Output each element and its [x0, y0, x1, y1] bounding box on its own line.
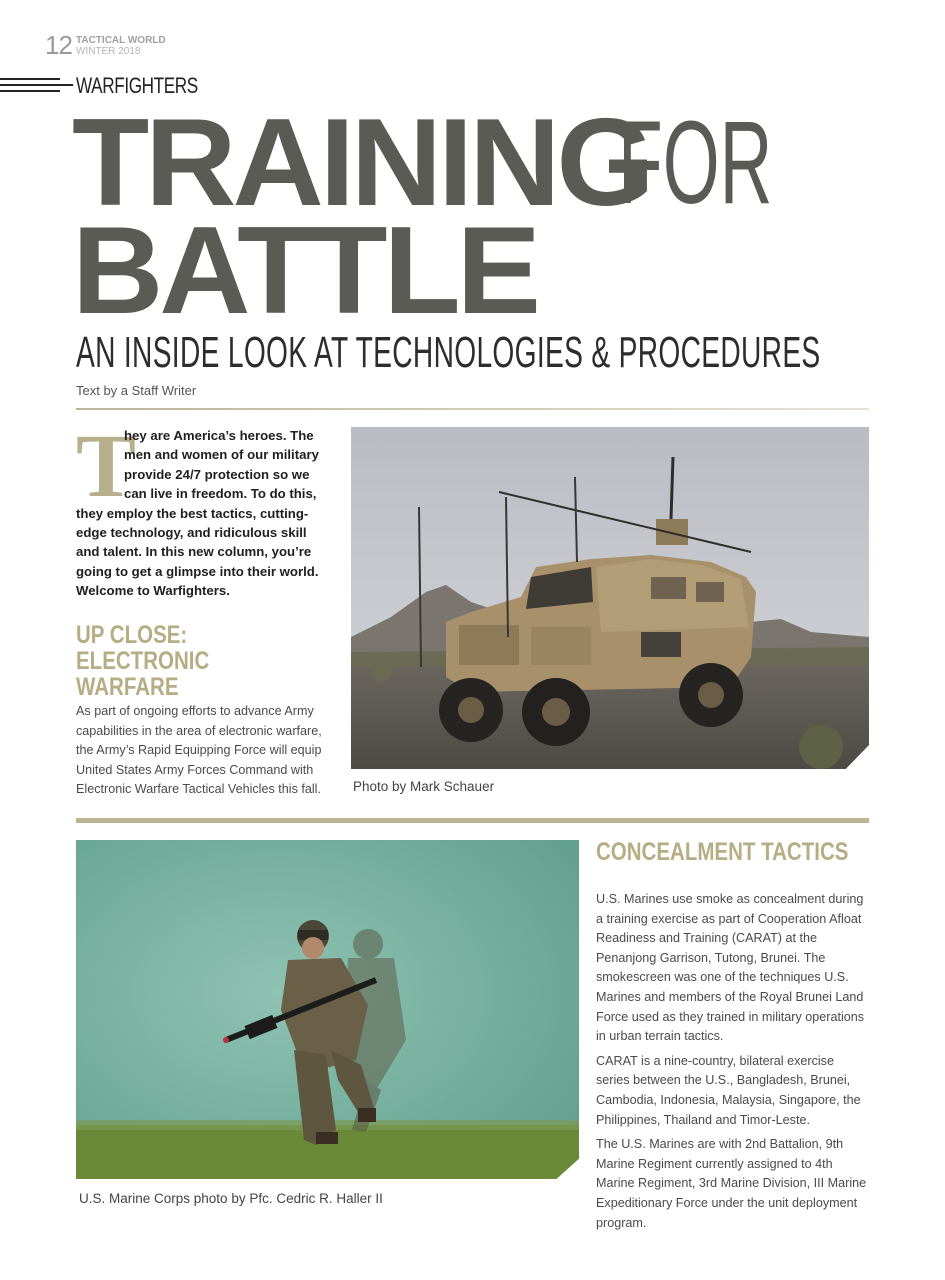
vehicle-photo-caption: Photo by Mark Schauer — [353, 779, 495, 794]
issue-date: WINTER 2018 — [76, 46, 141, 57]
byline: Text by a Staff Writer — [76, 383, 197, 398]
concealment-paragraph: CARAT is a nine-country, bilateral exercise series between the U.S., Bangladesh, Brunei, Cambodia, Indonesia, Malaysia, Singapore, the Philippines, Thailand and Timor-Leste. — [596, 1053, 861, 1127]
divider — [76, 408, 869, 410]
magazine-name: TACTICAL WORLD — [76, 35, 166, 46]
concealment-body — [596, 890, 869, 1238]
marines-photo-caption: U.S. Marine Corps photo by Pfc. Cedric R. Haller II — [79, 1191, 383, 1206]
concealment-paragraph: U.S. Marines use smoke as concealment during a training exercise as part of Cooperation Afloat Readiness and Training (CARAT) at the Penanjong Garrison, Tutong, Brunei. The smokescreen was one of the techniques U.S. Marines and members of the Royal Brunei Land Force used as they trained in military operations in urban terrain tactics. — [596, 892, 865, 1044]
vehicle-photo — [351, 427, 869, 769]
vehicle-illustration — [351, 427, 869, 769]
ew-body: As part of ongoing efforts to advance Army capabilities in the area of electronic warfare, the Army’s Rapid Equipping Force will equip United States Army Forces Command with Electronic Warfare Tactical Vehicles this fall. — [76, 704, 322, 797]
concealment-paragraph: The U.S. Marines are with 2nd Battalion, 9th Marine Regiment currently assigned to 4th Marine Regiment, 3rd Marine Division, III Marine Expeditionary Force under the unit deployment program. — [596, 1137, 867, 1230]
marines-photo — [76, 840, 579, 1179]
headline-battle: BATTLE — [72, 202, 537, 340]
headline-for: FOR — [618, 97, 773, 229]
concealment-heading: CONCEALMENT TACTICS — [596, 838, 849, 866]
ew-heading-text: UP CLOSE: ELECTRONIC WARFARE — [76, 621, 210, 701]
section-marker-lines — [0, 78, 73, 94]
section-divider — [76, 818, 869, 823]
drop-cap: T — [76, 417, 137, 516]
ew-heading — [76, 622, 289, 700]
intro-text: hey are America’s heroes. The men and women of our military provide 24/7 protection so we can live in freedom. To do this, they employ the best tactics, cutting-edge technology, and ridiculous skill and talent. In this new column, you’re going to get a glimpse into their world. Welcome to Warfighters. — [76, 428, 319, 599]
section-label: WARFIGHTERS — [76, 73, 198, 98]
marines-illustration — [76, 840, 579, 1179]
headline-training: TRAINING — [72, 94, 651, 232]
headline-subtitle: AN INSIDE LOOK AT TECHNOLOGIES & PROCEDURES — [76, 328, 821, 377]
page-number: 12 — [45, 30, 72, 60]
intro-paragraph — [76, 417, 326, 601]
